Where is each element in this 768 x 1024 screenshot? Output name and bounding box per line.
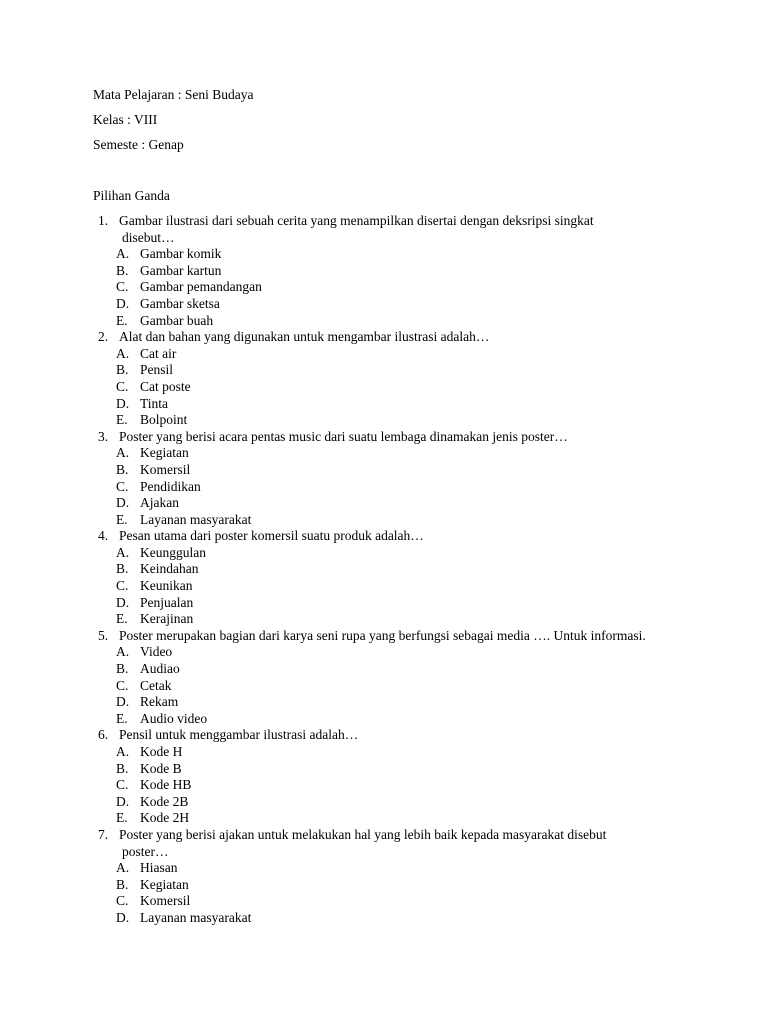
question-stem	[0, 827, 768, 860]
option-text: Cetak	[140, 677, 172, 693]
option-letter: B.	[116, 661, 129, 677]
question-number: 7.	[98, 826, 109, 842]
option	[0, 296, 768, 313]
option-text: Rekam	[140, 694, 179, 710]
option-text: Gambar pemandangan	[140, 279, 262, 295]
option-text: Pensil	[140, 362, 174, 378]
question-1	[0, 213, 768, 329]
option	[0, 744, 768, 761]
option-text: Keunikan	[140, 578, 193, 594]
question-7	[0, 827, 768, 927]
option-text: Kode B	[140, 760, 182, 776]
option-text: Video	[140, 644, 173, 660]
option-letter: C.	[116, 777, 129, 793]
option-letter: D.	[116, 594, 130, 610]
option-text: Gambar buah	[140, 312, 214, 328]
option	[0, 279, 768, 296]
option-letter: C.	[116, 279, 129, 295]
option-text: Ajakan	[140, 495, 179, 511]
option	[0, 512, 768, 529]
option-letter: A.	[116, 544, 130, 560]
option-letter: E.	[116, 611, 128, 627]
option-text: Kerajinan	[140, 611, 194, 627]
question-stem	[0, 429, 768, 446]
option-letter: D.	[116, 495, 130, 511]
option-letter: C.	[116, 378, 129, 394]
subject-line: Mata Pelajaran : Seni Budaya	[93, 87, 254, 102]
option-letter: B.	[116, 876, 129, 892]
option	[0, 445, 768, 462]
option	[0, 644, 768, 661]
option-letter: A.	[116, 445, 130, 461]
option-letter: C.	[116, 677, 129, 693]
class-line: Kelas : VIII	[93, 112, 158, 127]
question-text-line2: disebut…	[122, 229, 175, 245]
option-letter: D.	[116, 395, 130, 411]
question-text: Pesan utama dari poster komersil suatu produk adalah…	[119, 528, 424, 544]
option-letter: C.	[116, 478, 129, 494]
option	[0, 379, 768, 396]
option-text: Kode H	[140, 744, 183, 759]
option-letter: D.	[116, 793, 130, 809]
option-letter: B.	[116, 262, 129, 278]
question-list	[0, 213, 768, 927]
option-text: Gambar kartun	[140, 262, 222, 278]
option-text: Tinta	[140, 395, 169, 411]
question-6	[0, 727, 768, 827]
question-text: Poster yang berisi acara pentas music dari suatu lembaga dinamakan jenis poster…	[119, 428, 568, 444]
option-text: Pendidikan	[140, 478, 201, 494]
option-letter: A.	[116, 744, 130, 759]
option	[0, 611, 768, 628]
question-text	[119, 827, 679, 860]
option-text: Kode 2B	[140, 793, 189, 809]
option-letter: A.	[116, 860, 130, 876]
option-letter: D.	[116, 909, 130, 925]
option-letter: B.	[116, 561, 129, 577]
question-5	[0, 628, 768, 728]
option-text: Kode HB	[140, 777, 192, 793]
option	[0, 810, 768, 827]
option	[0, 561, 768, 578]
option	[0, 661, 768, 678]
option-letter: B.	[116, 461, 129, 477]
question-text-line1: Poster yang berisi ajakan untuk melakukan hal yang lebih baik kepada masyarakat disebut	[119, 826, 607, 842]
option-text: Gambar sketsa	[140, 295, 220, 311]
option	[0, 860, 768, 877]
option	[0, 246, 768, 263]
option-text: Hiasan	[140, 860, 178, 876]
question-number: 4.	[98, 528, 109, 544]
option-letter: E.	[116, 312, 128, 328]
option-text: Kode 2H	[140, 810, 190, 826]
option-text: Komersil	[140, 893, 191, 909]
option	[0, 346, 768, 363]
question-number: 2.	[98, 329, 109, 345]
option	[0, 412, 768, 429]
option	[0, 462, 768, 479]
option	[0, 545, 768, 562]
option-letter: E.	[116, 810, 128, 826]
option-text: Komersil	[140, 461, 191, 477]
option-text: Keunggulan	[140, 544, 206, 560]
semester-line: Semeste : Genap	[93, 137, 184, 152]
question-text	[119, 213, 679, 246]
question-number: 5.	[98, 627, 109, 643]
question-2	[0, 329, 768, 429]
option	[0, 761, 768, 778]
option-letter: D.	[116, 295, 130, 311]
option-text: Layanan masyarakat	[140, 511, 252, 527]
question-text-line2: poster…	[122, 843, 169, 859]
question-number: 6.	[98, 727, 109, 743]
question-number: 3.	[98, 428, 109, 444]
question-stem	[0, 213, 768, 246]
option	[0, 479, 768, 496]
question-4	[0, 528, 768, 628]
question-text-line1: Gambar ilustrasi dari sebuah cerita yang menampilkan disertai dengan deksripsi singkat	[119, 213, 594, 228]
question-number: 1.	[98, 213, 109, 228]
option-text: Kegiatan	[140, 876, 189, 892]
option-text: Keindahan	[140, 561, 199, 577]
option-text: Kegiatan	[140, 445, 189, 461]
option	[0, 777, 768, 794]
option	[0, 313, 768, 330]
option-letter: B.	[116, 760, 129, 776]
option	[0, 678, 768, 695]
option	[0, 711, 768, 728]
question-stem	[0, 329, 768, 346]
option-letter: C.	[116, 578, 129, 594]
option-letter: A.	[116, 246, 130, 262]
option	[0, 910, 768, 927]
option	[0, 694, 768, 711]
option-letter: D.	[116, 694, 130, 710]
option	[0, 595, 768, 612]
option-text: Audio video	[140, 710, 208, 726]
option-text: Cat air	[140, 345, 177, 361]
option-letter: C.	[116, 893, 129, 909]
option	[0, 877, 768, 894]
option	[0, 794, 768, 811]
question-stem	[0, 727, 768, 744]
option-text: Layanan masyarakat	[140, 909, 252, 925]
option-text: Penjualan	[140, 594, 194, 610]
option-text: Gambar komik	[140, 246, 222, 262]
option-letter: E.	[116, 412, 128, 428]
question-text: Poster merupakan bagian dari karya seni rupa yang berfungsi sebagai media …. Untuk informasi.	[119, 627, 646, 643]
option	[0, 893, 768, 910]
option	[0, 396, 768, 413]
option	[0, 362, 768, 379]
question-stem	[0, 528, 768, 545]
option	[0, 578, 768, 595]
section-title: Pilihan Ganda	[93, 188, 170, 203]
option-letter: E.	[116, 511, 128, 527]
option-text: Bolpoint	[140, 412, 188, 428]
option-letter: A.	[116, 345, 130, 361]
option-letter: A.	[116, 644, 130, 660]
option	[0, 263, 768, 280]
option	[0, 495, 768, 512]
question-stem	[0, 628, 768, 645]
option-letter: B.	[116, 362, 129, 378]
question-text: Pensil untuk menggambar ilustrasi adalah…	[119, 727, 359, 743]
option-text: Cat poste	[140, 378, 191, 394]
option-text: Audiao	[140, 661, 180, 677]
option-letter: E.	[116, 710, 128, 726]
question-3	[0, 429, 768, 529]
question-text: Alat dan bahan yang digunakan untuk mengambar ilustrasi adalah…	[119, 329, 490, 345]
